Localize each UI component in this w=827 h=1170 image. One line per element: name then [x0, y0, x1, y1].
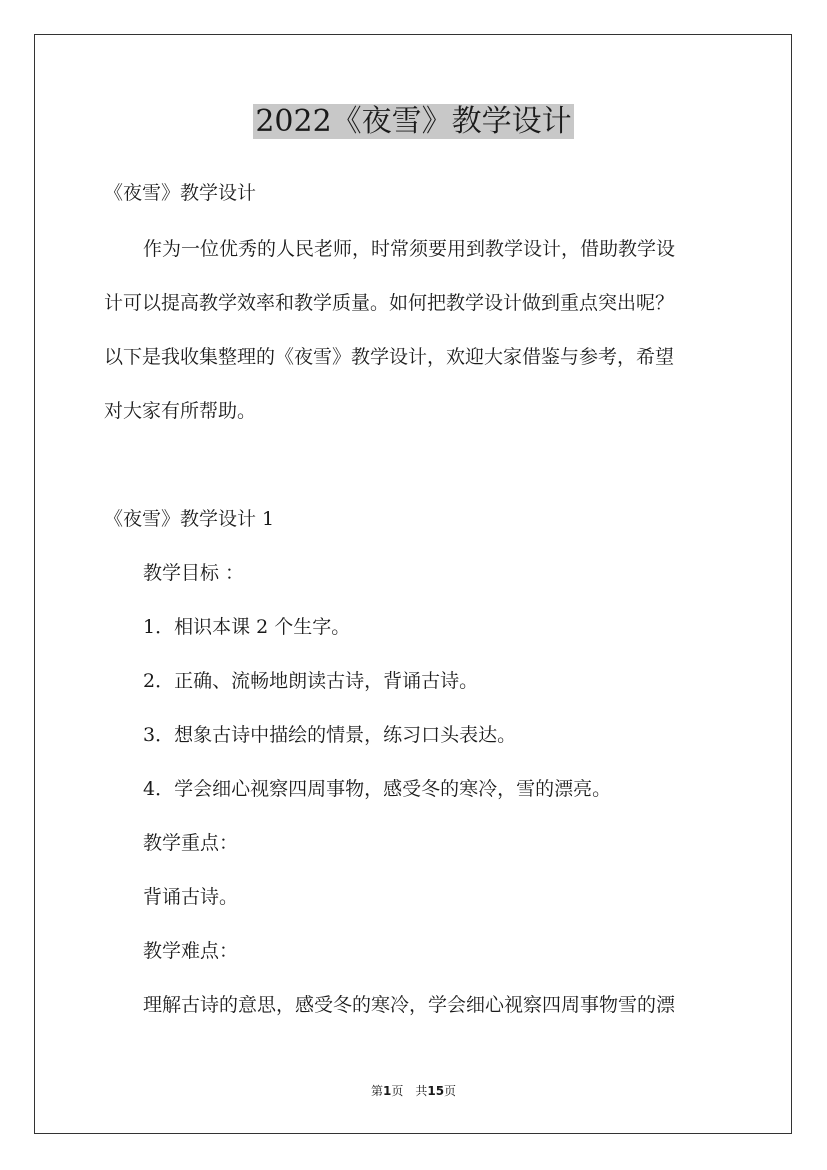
- key-point: 背诵古诗。: [143, 886, 239, 908]
- intro-line-3: 以下是我收集整理的《夜雪》教学设计，欢迎大家借鉴与参考，希望: [104, 346, 675, 368]
- document-subtitle: 《夜雪》教学设计: [104, 182, 257, 204]
- section-title: 《夜雪》教学设计 1: [104, 508, 275, 530]
- difficulty-text: 理解古诗的意思，感受冬的寒冷，学会细心视察四周事物雪的漂: [143, 994, 676, 1016]
- key-heading: 教学重点：: [143, 832, 239, 854]
- page-footer: [0, 1082, 827, 1100]
- goal-item-4: 4．学会细心视察四周事物，感受冬的寒冷，雪的漂亮。: [143, 778, 612, 800]
- goal-item-3: 3．想象古诗中描绘的情景，练习口头表达。: [143, 724, 517, 746]
- footer-total-suffix: 页: [444, 1084, 457, 1098]
- footer-page-prefix: 第: [370, 1084, 383, 1098]
- footer-total-pages: 15: [427, 1084, 445, 1098]
- intro-line-2: 计可以提高教学效率和教学质量。如何把教学设计做到重点突出呢？: [104, 292, 675, 314]
- goal-item-2: 2．正确、流畅地朗读古诗，背诵古诗。: [143, 670, 479, 692]
- document-title-text: 2022《夜雪》教学设计: [255, 104, 572, 139]
- document-title: [0, 100, 827, 144]
- intro-line-4: 对大家有所帮助。: [104, 400, 257, 422]
- footer-page-number: 1: [382, 1084, 392, 1098]
- intro-line-1: 作为一位优秀的人民老师，时常须要用到教学设计，借助教学设: [143, 238, 676, 260]
- goal-item-1: 1．相识本课 2 个生字。: [143, 616, 351, 638]
- footer-total-prefix: 共: [415, 1084, 428, 1098]
- goals-heading: 教学目标 ：: [143, 562, 245, 584]
- footer-page-suffix: 页: [391, 1084, 404, 1098]
- difficulty-heading: 教学难点：: [143, 940, 239, 962]
